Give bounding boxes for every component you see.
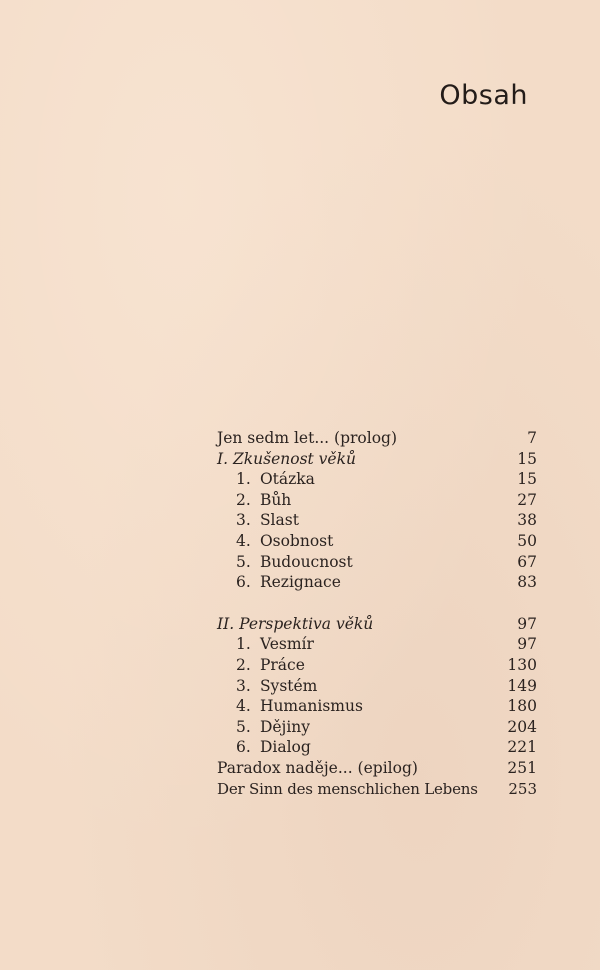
toc-entry-label: Humanismus: [259, 697, 363, 716]
toc-entry: [217, 572, 537, 593]
section-spacer: [217, 593, 537, 614]
toc-entry: [217, 510, 537, 531]
toc-part-page: 15: [517, 449, 537, 468]
toc-entry-label: Dějiny: [259, 717, 311, 736]
toc-entry-page: 149: [507, 676, 537, 695]
toc-part-label: I. Zkušenost věků: [217, 449, 356, 468]
toc-entry: [217, 655, 537, 676]
toc-entry-label: Budoucnost: [259, 552, 353, 571]
toc-entry-label: Otázka: [259, 470, 315, 489]
toc-entry-number: 5.: [236, 552, 251, 571]
toc-entry-label: Der Sinn des menschlichen Lebens: [217, 779, 478, 798]
toc-entry-page: 130: [507, 655, 537, 674]
toc-entry: [217, 490, 537, 511]
table-of-contents: [217, 428, 537, 799]
toc-entry-number: 2.: [236, 490, 251, 509]
toc-entry-page: 97: [517, 635, 537, 654]
toc-entry-page: 221: [507, 738, 537, 757]
toc-entry: [217, 717, 537, 738]
toc-entry-page: 204: [507, 717, 537, 736]
toc-entry-label: Bůh: [259, 490, 292, 509]
toc-entry-page: 38: [517, 511, 537, 530]
toc-entry-epilog: [217, 758, 537, 779]
toc-entry: [217, 552, 537, 573]
toc-entry-label: Jen sedm let... (prolog): [217, 429, 398, 447]
toc-entry-prolog: [217, 428, 537, 449]
toc-entry-number: 4.: [236, 531, 251, 550]
toc-entry-page: 253: [508, 779, 537, 798]
toc-entry-label: Dialog: [259, 738, 311, 757]
toc-entry-german: [217, 779, 537, 800]
toc-part-heading: [217, 449, 537, 470]
toc-entry: [217, 469, 537, 490]
toc-entry-page: 83: [517, 573, 537, 592]
toc-entry: [217, 634, 537, 655]
toc-entry-label: Vesmír: [259, 635, 314, 654]
toc-entry-page: 7: [527, 429, 537, 447]
toc-part-page: 97: [517, 614, 537, 633]
toc-entry-label: Systém: [259, 676, 318, 695]
toc-entry-page: 15: [517, 470, 537, 489]
toc-entry-number: 3.: [236, 676, 251, 695]
toc-entry-number: 4.: [236, 697, 251, 716]
toc-entry-number: 6.: [236, 738, 251, 757]
toc-entry-page: 27: [517, 490, 537, 509]
toc-entry-page: 251: [507, 758, 537, 777]
toc-entry-number: 2.: [236, 655, 251, 674]
toc-entry-page: 50: [517, 531, 537, 550]
toc-entry: [217, 676, 537, 697]
toc-entry-number: 3.: [236, 511, 251, 530]
page-title: Obsah: [439, 80, 528, 111]
toc-entry-page: 180: [507, 697, 537, 716]
toc-entry-number: 6.: [236, 573, 251, 592]
toc-entry-number: 1.: [236, 635, 251, 654]
toc-entry-number: 5.: [236, 717, 251, 736]
toc-entry-label: Práce: [259, 655, 305, 674]
toc-part-label: II. Perspektiva věků: [217, 614, 374, 633]
toc-entry-label: Rezignace: [259, 573, 341, 592]
toc-entry: [217, 737, 537, 758]
toc-entry-number: 1.: [236, 470, 251, 489]
toc-entry: [217, 696, 537, 717]
toc-entry-label: Osobnost: [259, 531, 334, 550]
toc-entry: [217, 531, 537, 552]
toc-entry-label: Paradox naděje... (epilog): [217, 758, 418, 777]
toc-part-heading: [217, 614, 537, 635]
toc-entry-page: 67: [517, 552, 537, 571]
toc-entry-label: Slast: [259, 511, 299, 530]
